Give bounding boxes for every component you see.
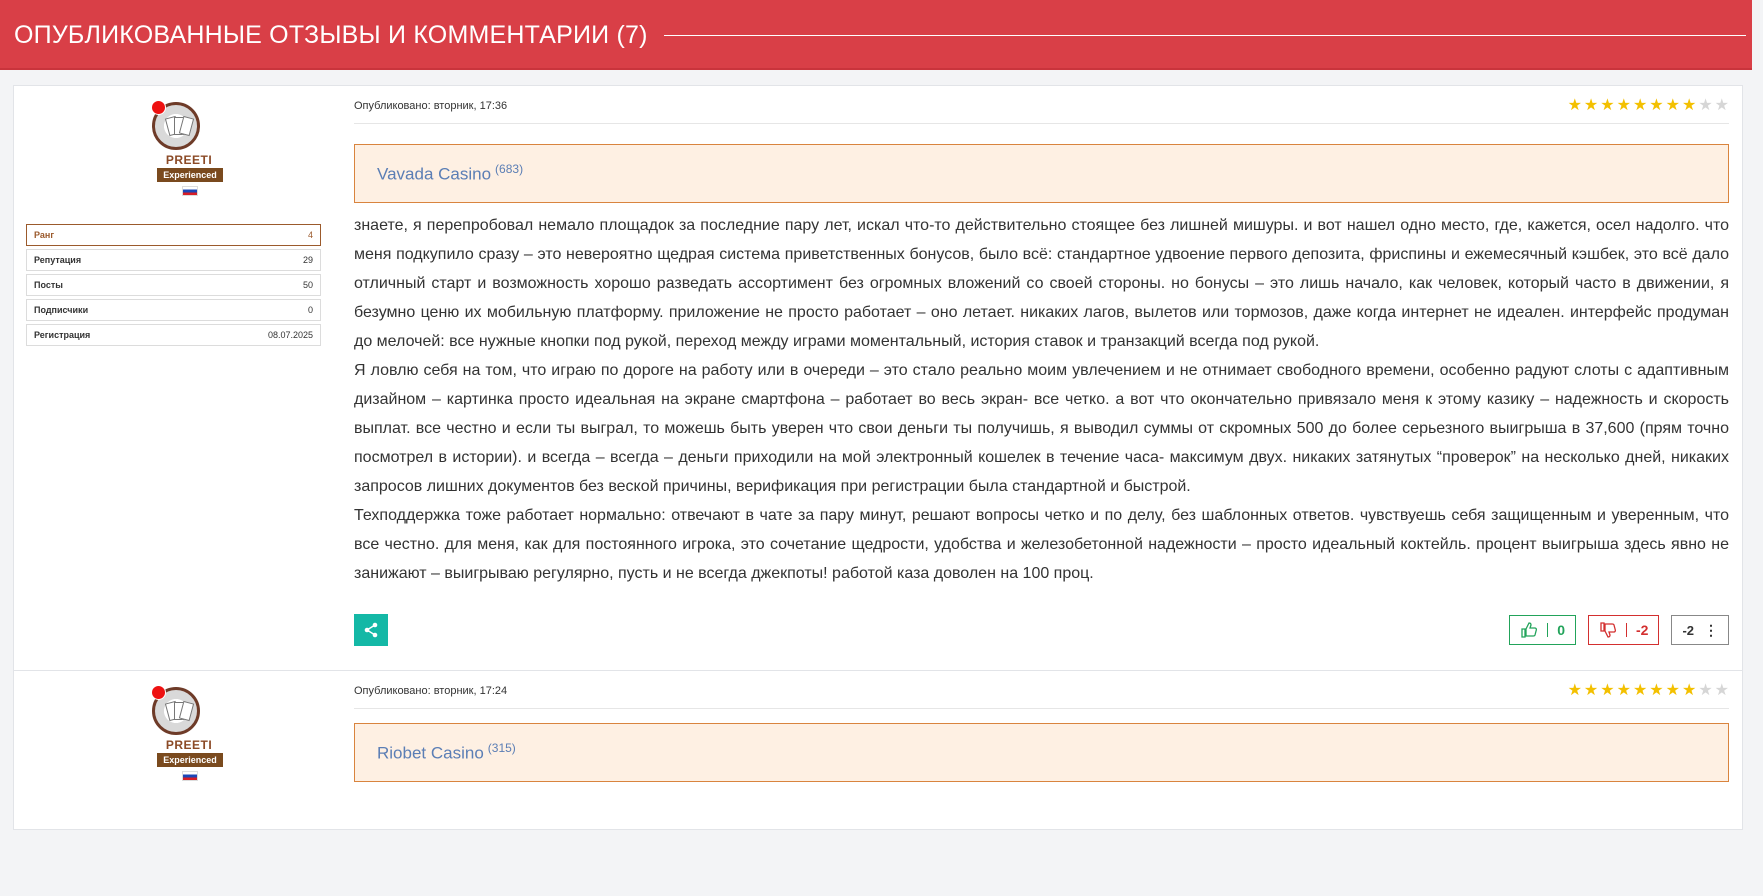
vote-total-menu[interactable] bbox=[1671, 615, 1729, 645]
review-main bbox=[354, 671, 1729, 829]
star-icon: ★ bbox=[1665, 97, 1680, 114]
star-icon: ★ bbox=[1583, 682, 1599, 699]
stat-row-rank bbox=[26, 224, 321, 246]
star-icon: ★ bbox=[1649, 682, 1664, 699]
stat-row-subscribers bbox=[26, 299, 321, 321]
star-icon: ★ bbox=[1698, 97, 1713, 114]
like-button[interactable] bbox=[1509, 615, 1576, 645]
status-dot bbox=[151, 685, 166, 700]
rating-stars bbox=[1568, 98, 1729, 114]
author-name[interactable]: PREETI bbox=[165, 738, 213, 752]
star-icon: ★ bbox=[1681, 97, 1697, 114]
rank-badge: Experienced bbox=[157, 168, 223, 182]
stat-label: Ранг bbox=[34, 230, 55, 240]
dislike-count: -2 bbox=[1635, 622, 1649, 638]
casino-review-count: (315) bbox=[487, 741, 516, 756]
russia-flag-icon bbox=[182, 186, 198, 196]
published-date: Опубликовано: вторник, 17:36 bbox=[354, 100, 508, 112]
stat-label: Подписчики bbox=[34, 305, 89, 315]
like-count: 0 bbox=[1557, 622, 1565, 638]
stat-label: Репутация bbox=[34, 255, 82, 265]
dislike-button[interactable] bbox=[1588, 615, 1659, 645]
star-icon: ★ bbox=[1714, 97, 1729, 114]
casino-box bbox=[354, 144, 1729, 203]
thumbs-up-icon bbox=[1520, 621, 1538, 639]
star-icon: ★ bbox=[1681, 682, 1697, 699]
stat-row-posts bbox=[26, 274, 321, 296]
casino-box bbox=[354, 723, 1729, 782]
review-meta bbox=[354, 674, 1729, 709]
star-icon: ★ bbox=[1567, 97, 1582, 114]
star-icon: ★ bbox=[1600, 682, 1615, 699]
star-icon: ★ bbox=[1649, 97, 1664, 114]
casino-link[interactable] bbox=[377, 741, 516, 763]
stat-row-registration bbox=[26, 324, 321, 346]
casino-name[interactable]: Vavada Casino bbox=[377, 164, 492, 184]
thumbs-down-icon bbox=[1599, 621, 1617, 639]
stat-row-reputation bbox=[26, 249, 321, 271]
review-paragraph: Я ловлю себя на том, что играю по дороге на работу или в очереди – это стало реально моим увлечением и не отнимает свободного времени, особенно радуют слоты с адаптивным дизайном – картинка просто идеальная на экране смартфона – работает во весь экран- все четко. а вот что окончательно привязало меня к этому казику – надежность и скорость выплат. все честно и если ты выграл, то можешь быть уверен что свои деньги ты получишь, я выводил суммы от скромных 500 до более серьезного выигрыша в 37,600 (прям точно посмотрел в истории). и всегда – всегда – деньги приходили на мой электронный кошелек в течение часа- максимум двух. никаких затянутых “проверок” на несколько дней, никаких запросов лишних документов без веской причины, верификация при регистрации была стандартной и быстрой. bbox=[354, 362, 1729, 495]
reviews-header-title: ОПУБЛИКОВАННЫЕ ОТЗЫВЫ И КОММЕНТАРИИ (7) bbox=[14, 20, 648, 49]
casino-link[interactable] bbox=[377, 162, 523, 184]
star-icon: ★ bbox=[1665, 682, 1680, 699]
review-card bbox=[13, 670, 1743, 830]
star-icon: ★ bbox=[1632, 682, 1648, 699]
rank-badge: Experienced bbox=[157, 753, 223, 767]
star-icon: ★ bbox=[1616, 682, 1631, 699]
review-text bbox=[354, 211, 1729, 588]
star-icon: ★ bbox=[1583, 97, 1599, 114]
star-icon: ★ bbox=[1567, 682, 1582, 699]
review-paragraph: знаете, я перепробовал немало площадок за последние пару лет, искал что-то действительно стоящее без лишней мишуры. и вот нашел одно место, где, кажется, осел надолго. что меня подкупило сразу – это невероятно щедрая система приветственных бонусов, было всё: стандартное удвоение первого депозита, фриспины и ежемесячный кэшбек, это всё дало отличный старт и возможность хорошо разведать ассортимент без огромных вложений со своей стороны. но бонусы – это лишь начало, как человек, который часто в движении, я безумно ценю их мобильную платформу. приложение не просто работает – оно летает. никаких лагов, вылетов или тормозов, даже когда интернет не идеален. интерфейс продуман до мелочей: все нужные кнопки под рукой, переход между играми моментальный, история ставок и транзакций всегда под рукой. bbox=[354, 217, 1729, 350]
star-icon: ★ bbox=[1714, 682, 1729, 699]
star-icon: ★ bbox=[1632, 97, 1648, 114]
stat-label: Регистрация bbox=[34, 330, 91, 340]
review-paragraph: Техподдержка тоже работает нормально: отвечают в чате за пару минут, решают вопросы четко и по делу, без шаблонных ответов. чувствуешь себя защищенным и уверенным, что все честно. для меня, как для постоянного игрока, это сочетание щедрости, удобства и железобетонной надежности – просто идеальный коктейль. процент выигрыша здесь явно не занижают – выигрываю регулярно, пусть и не всегда джекпоты! работой каза доволен на 100 проц. bbox=[354, 507, 1729, 582]
stat-label: Посты bbox=[34, 280, 63, 290]
casino-review-count: (683) bbox=[495, 162, 524, 177]
reviews-header bbox=[0, 0, 1752, 70]
more-vertical-icon: ⋮ bbox=[1704, 622, 1718, 638]
stat-value: 0 bbox=[307, 305, 313, 315]
published-date: Опубликовано: вторник, 17:24 bbox=[354, 685, 508, 697]
review-card bbox=[13, 85, 1743, 741]
share-button[interactable] bbox=[354, 614, 388, 646]
review-actions bbox=[354, 614, 1729, 646]
star-icon: ★ bbox=[1698, 682, 1713, 699]
stat-value: 4 bbox=[307, 230, 313, 240]
vote-separator bbox=[1626, 623, 1627, 637]
header-divider bbox=[664, 35, 1746, 36]
vote-total: -2 bbox=[1682, 622, 1694, 638]
user-stats bbox=[26, 224, 321, 349]
review-meta bbox=[354, 89, 1729, 124]
star-icon: ★ bbox=[1616, 97, 1631, 114]
stat-value: 08.07.2025 bbox=[267, 330, 313, 340]
review-main bbox=[354, 86, 1729, 740]
share-icon bbox=[363, 622, 379, 638]
stat-value: 29 bbox=[302, 255, 313, 265]
status-dot bbox=[151, 100, 166, 115]
vote-separator bbox=[1547, 623, 1548, 637]
author-name[interactable]: PREETI bbox=[165, 153, 213, 167]
russia-flag-icon bbox=[182, 771, 198, 781]
rating-stars bbox=[1568, 683, 1729, 699]
star-icon: ★ bbox=[1600, 97, 1615, 114]
casino-name[interactable]: Riobet Casino bbox=[377, 743, 484, 763]
stat-value: 50 bbox=[302, 280, 313, 290]
